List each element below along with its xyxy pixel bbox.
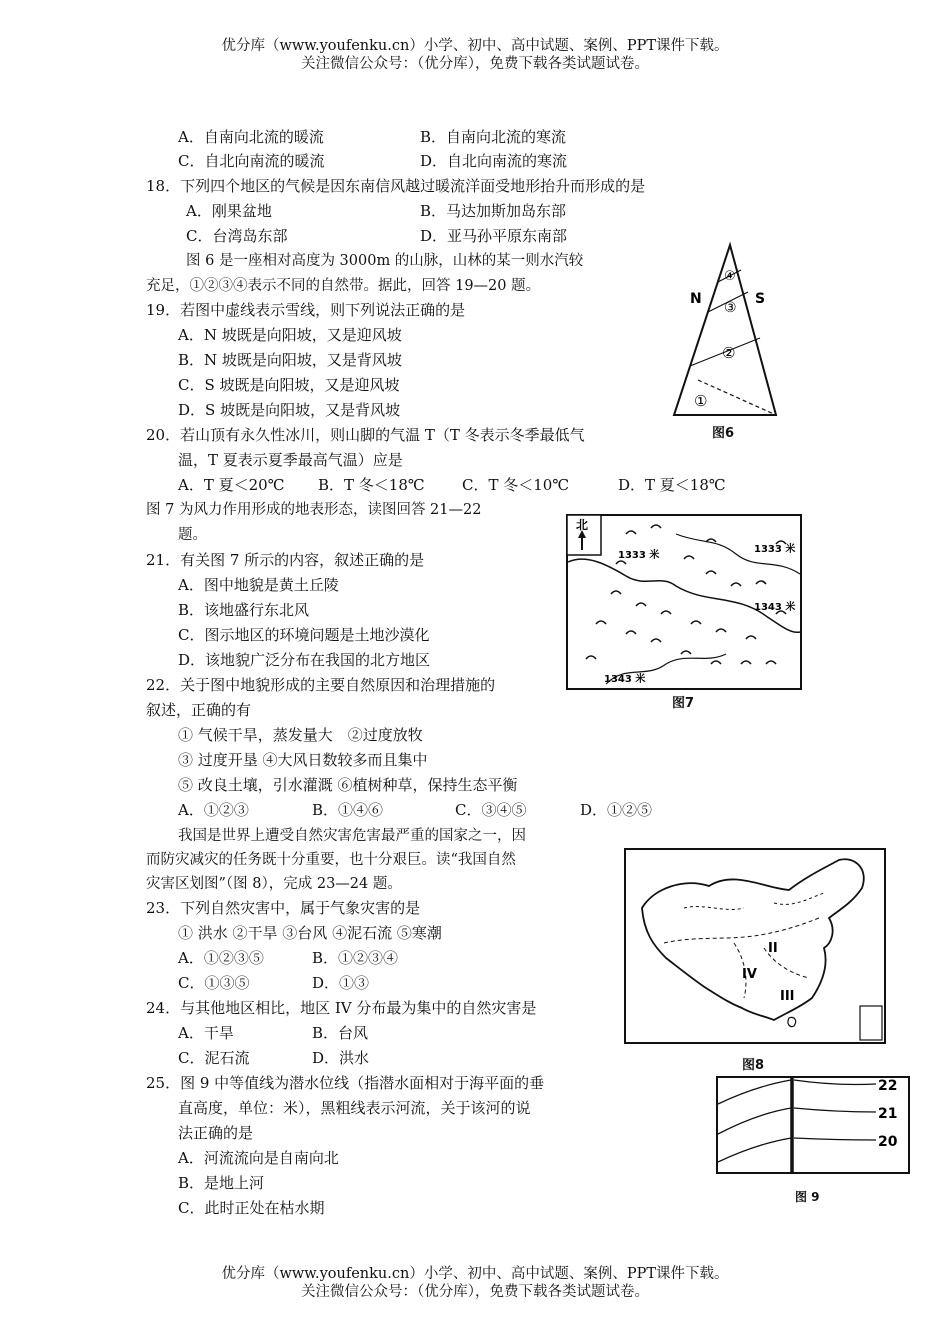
q25-stem-3: 法正确的是 xyxy=(178,1124,254,1142)
q22-option-a: A．①②③ xyxy=(178,801,249,819)
intro23-line-2: 而防灾减灾的任务既十分重要，也十分艰巨。读“我国自然 xyxy=(146,852,516,868)
header-line-2: 关注微信公众号：（优分库），免费下载各类试题试卷。 xyxy=(301,56,649,72)
zone-3-label: ③ xyxy=(724,300,737,316)
q22-item-3: ⑤ 改良土壤，引水灌溉 ⑥植树种草，保持生态平衡 xyxy=(178,776,518,794)
q24-option-a: A．干旱 xyxy=(178,1024,234,1042)
q18-option-d: D．亚马孙平原东南部 xyxy=(420,227,568,245)
q23-items: ① 洪水 ②干旱 ③台风 ④泥石流 ⑤寒潮 xyxy=(178,924,442,942)
region-iii-label: III xyxy=(780,989,795,1004)
contour-label-22: 22 xyxy=(878,1078,898,1094)
q17-option-c: C．自北向南流的暖流 xyxy=(178,152,325,170)
q23-option-c: C．①③⑤ xyxy=(178,974,250,992)
intro19-line-1: 图 6 是一座相对高度为 3000m 的山脉，山林的某一则水汽较 xyxy=(186,253,584,269)
footer-line-2: 关注微信公众号：（优分库），免费下载各类试题试卷。 xyxy=(301,1284,649,1300)
q18-stem: 18．下列四个地区的气候是因东南信风越过暖流洋面受地形抬升而形成的是 xyxy=(146,177,646,195)
q19-stem: 19．若图中虚线表示雪线，则下列说法正确的是 xyxy=(146,301,466,319)
q21-stem: 21．有关图 7 所示的内容，叙述正确的是 xyxy=(146,551,425,569)
q20-stem-2: 温，T 夏表示夏季最高气温）应是 xyxy=(178,451,403,469)
q23-option-a: A．①②③⑤ xyxy=(178,949,264,967)
q19-option-c: C．S 坡既是向阳坡，又是迎风坡 xyxy=(178,376,400,394)
q21-option-b: B．该地盛行东北风 xyxy=(178,601,310,619)
q25-stem-1: 25．图 9 中等值线为潜水位线（指潜水面相对于海平面的垂 xyxy=(146,1074,545,1092)
label-n: N xyxy=(690,291,702,307)
q18-option-a: A．刚果盆地 xyxy=(186,202,272,220)
zone-4-label: ④ xyxy=(724,269,736,284)
figure-7-dune-map xyxy=(566,514,802,690)
q22-option-b: B．①④⑥ xyxy=(312,801,384,819)
figure-6-mountain xyxy=(668,240,788,425)
q24-option-d: D．洪水 xyxy=(312,1049,370,1067)
q21-option-c: C．图示地区的环境问题是土地沙漠化 xyxy=(178,626,430,644)
header-line-1: 优分库（www.youfenku.cn）小学、初中、高中试题、案例、PPT课件下载。 xyxy=(221,38,729,54)
q25-option-c: C．此时正处在枯水期 xyxy=(178,1199,325,1217)
figure-6-caption: 图6 xyxy=(712,426,735,441)
intro21-line-1: 图 7 为风力作用形成的地表形态，读图回答 21—22 xyxy=(146,502,482,518)
region-ii-label: II xyxy=(768,941,778,956)
q20-option-a: A．T 夏＜20℃ xyxy=(178,476,285,494)
snow-line-dashed xyxy=(698,380,776,415)
elevation-label-4: 1343 米 xyxy=(604,674,646,685)
q19-option-a: A．N 坡既是向阳坡，又是迎风坡 xyxy=(178,326,402,344)
q22-item-1: ① 气候干旱，蒸发量大 ②过度放牧 xyxy=(178,726,423,744)
q23-option-b: B．①②③④ xyxy=(312,949,399,967)
q20-option-c: C．T 冬＜10℃ xyxy=(462,476,570,494)
q24-stem: 24．与其他地区相比，地区 IV 分布最为集中的自然灾害是 xyxy=(146,999,537,1017)
q19-option-d: D．S 坡既是向阳坡，又是背风坡 xyxy=(178,401,401,419)
q22-option-c: C．③④⑤ xyxy=(455,801,527,819)
intro19-line-2: 充足，①②③④表示不同的自然带。据此，回答 19—20 题。 xyxy=(146,278,541,294)
q19-option-b: B．N 坡既是向阳坡，又是背风坡 xyxy=(178,351,402,369)
q23-stem: 23．下列自然灾害中，属于气象灾害的是 xyxy=(146,899,421,917)
south-sea-inset xyxy=(860,1006,882,1040)
q18-option-c: C．台湾岛东部 xyxy=(186,227,288,245)
contour-label-20: 20 xyxy=(878,1134,898,1150)
q17-option-d: D．自北向南流的寒流 xyxy=(420,152,568,170)
q25-option-a: A．河流流向是自南向北 xyxy=(178,1149,339,1167)
q22-item-2: ③ 过度开垦 ④大风日数较多而且集中 xyxy=(178,751,428,769)
q21-option-d: D．该地貌广泛分布在我国的北方地区 xyxy=(178,651,431,669)
q17-option-a: A．自南向北流的暖流 xyxy=(178,128,324,146)
q21-option-a: A．图中地貌是黄土丘陵 xyxy=(178,576,339,594)
q25-option-b: B．是地上河 xyxy=(178,1174,265,1192)
label-s: S xyxy=(755,291,766,307)
figure-7-caption: 图7 xyxy=(672,696,695,711)
footer-line-1: 优分库（www.youfenku.cn）小学、初中、高中试题、案例、PPT课件下载。 xyxy=(221,1266,729,1282)
zone-1-label: ① xyxy=(694,392,708,410)
q17-option-b: B．自南向北流的寒流 xyxy=(420,128,567,146)
elevation-label-1: 1333 米 xyxy=(618,550,660,561)
figure-8-caption: 图8 xyxy=(742,1058,765,1073)
contour-label-21: 21 xyxy=(878,1106,898,1122)
q25-stem-2: 直高度，单位：米），黑粗线表示河流，关于该河的说 xyxy=(178,1099,531,1117)
q24-option-c: C．泥石流 xyxy=(178,1049,250,1067)
intro23-line-1: 我国是世界上遭受自然灾害危害最严重的国家之一，因 xyxy=(178,828,526,844)
q20-option-d: D．T 夏＜18℃ xyxy=(618,476,726,494)
intro23-line-3: 灾害区划图”（图 8），完成 23—24 题。 xyxy=(146,876,402,892)
figure-9-caption: 图 9 xyxy=(795,1190,820,1204)
elevation-label-3: 1343 米 xyxy=(754,602,796,613)
zone-2-label: ② xyxy=(722,344,736,362)
q22-stem-1: 22．关于图中地貌形成的主要自然原因和治理措施的 xyxy=(146,676,496,694)
figure-9-contour-map xyxy=(716,1076,910,1174)
q18-option-b: B．马达加斯加岛东部 xyxy=(420,202,567,220)
q20-stem-1: 20．若山顶有永久性冰川，则山脚的气温 T（T 冬表示冬季最低气 xyxy=(146,426,585,444)
intro21-line-2: 题。 xyxy=(178,527,207,543)
north-label: 北 xyxy=(576,518,589,532)
region-iv-label: IV xyxy=(742,967,757,982)
q20-option-b: B．T 冬＜18℃ xyxy=(318,476,425,494)
q22-stem-2: 叙述，正确的有 xyxy=(146,701,252,719)
q22-option-d: D．①②⑤ xyxy=(580,801,653,819)
figure-8-china-map xyxy=(624,848,886,1044)
elevation-label-2: 1333 米 xyxy=(754,544,796,555)
q23-option-d: D．①③ xyxy=(312,974,370,992)
q24-option-b: B．台风 xyxy=(312,1024,369,1042)
